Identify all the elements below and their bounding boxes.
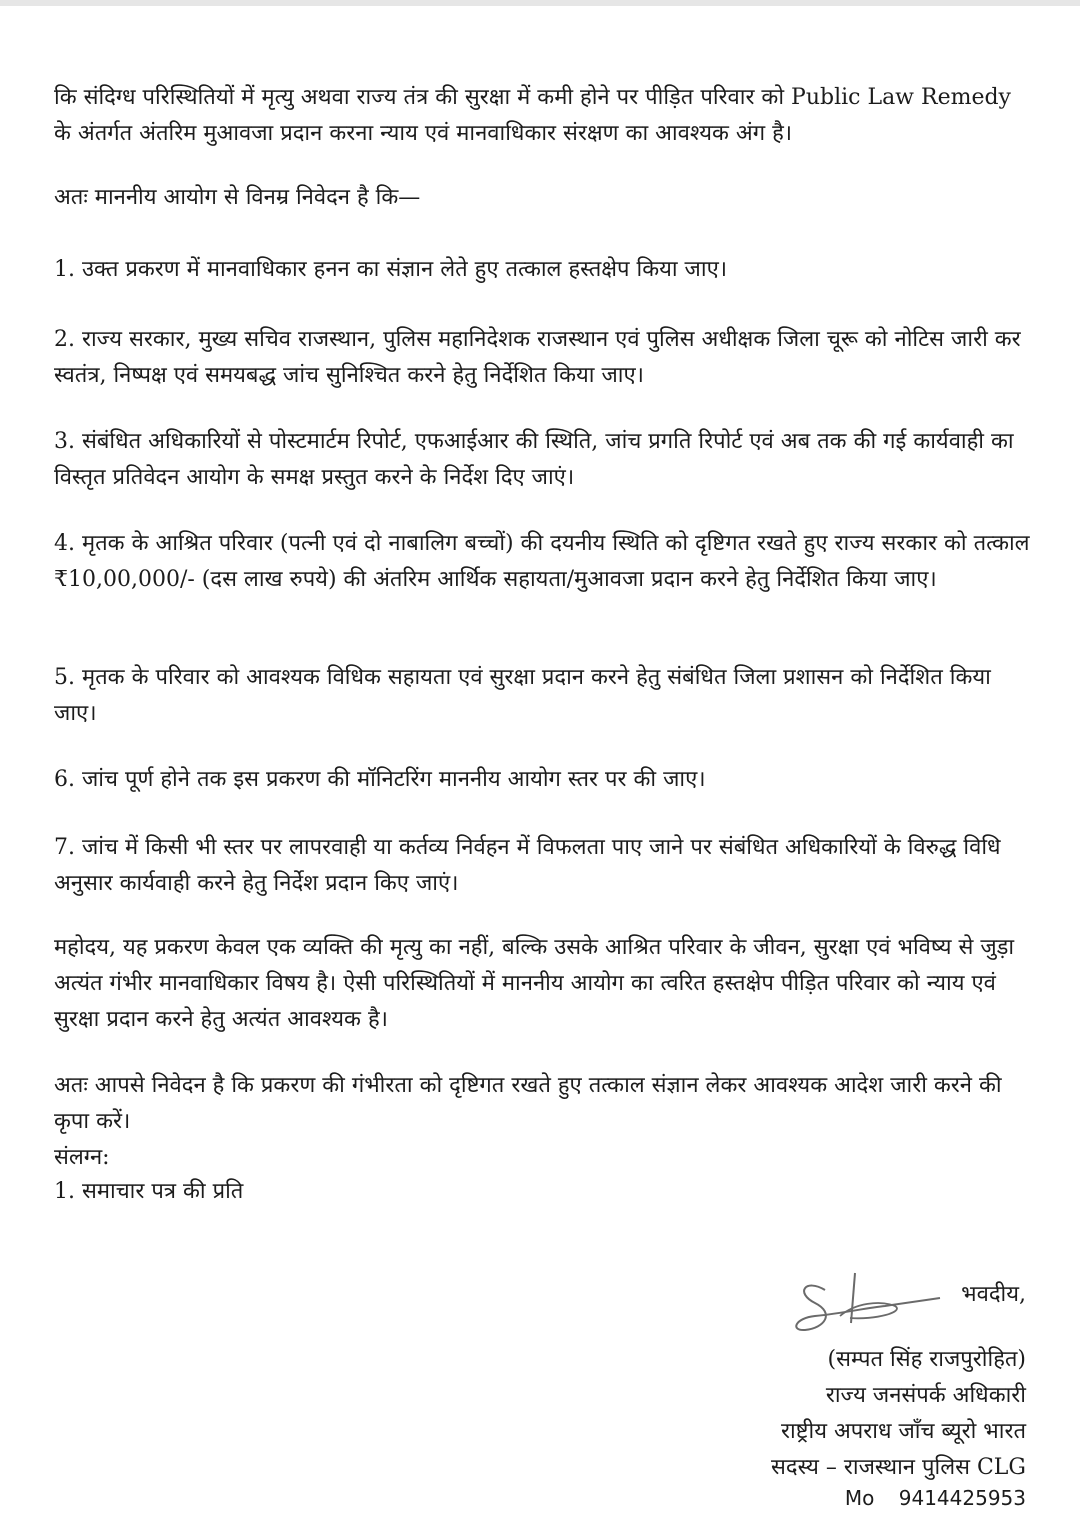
request-item-3: 3. संबंधित अधिकारियों से पोस्टमार्टम रिपोर्ट, एफआईआर की स्थिति, जांच प्रगति रिपोर्ट एवं अब तक की गई कार्यवाही का विस्तृत प्रतिवेदन आयोग के समक्ष प्रस्तुत करने के निर्देश दिए जाएं। <box>54 429 1014 490</box>
signatory-name: (सम्पत सिंह राजपुरोहित) <box>827 1347 1026 1372</box>
mobile-number: 9414425953 <box>898 1486 1026 1510</box>
request-intro: अतः माननीय आयोग से विनम्र निवेदन है कि— <box>54 185 421 210</box>
signatory-block <box>771 1342 1026 1486</box>
signatory-organization: राष्ट्रीय अपराध जाँच ब्यूरो भारत <box>780 1419 1026 1444</box>
signatory-designation: राज्य जनसंपर्क अधिकारी <box>825 1383 1026 1408</box>
request-item-4: 4. मृतक के आश्रित परिवार (पत्नी एवं दो नाबालिग बच्चों) की दयनीय स्थिति को दृष्टिगत रखते हुए राज्य सरकार को तत्काल ₹10,00,000/- (दस लाख रुपये) की अंतरिम आर्थिक सहायता/मुआवजा प्रदान करने हेतु निर्देशित किया जाए। <box>54 531 1030 592</box>
closing-paragraph: महोदय, यह प्रकरण केवल एक व्यक्ति की मृत्यु का नहीं, बल्कि उसके आश्रित परिवार के जीवन, सुरक्षा एवं भविष्य से जुड़ा अत्यंत गंभीर मानवाधिकार विषय है। ऐसी परिस्थितियों में माननीय आयोग का त्वरित हस्तक्षेप पीड़ित परिवार को न्याय एवं सुरक्षा प्रदान करने हेतु अत्यंत आवश्यक है। <box>54 935 1015 1032</box>
mobile-contact <box>845 1486 1026 1510</box>
request-item-2: 2. राज्य सरकार, मुख्य सचिव राजस्थान, पुलिस महानिदेशक राजस्थान एवं पुलिस अधीक्षक जिला चूरू को नोटिस जारी कर स्वतंत्र, निष्पक्ष एवं समयबद्ध जांच सुनिश्चित करने हेतु निर्देशित किया जाए। <box>54 327 1021 388</box>
request-item-7: 7. जांच में किसी भी स्तर पर लापरवाही या कर्तव्य निर्वहन में विफलता पाए जाने पर संबंधित अधिकारियों के विरुद्ध विधि अनुसार कार्यवाही करने हेतु निर्देश प्रदान किए जाएं। <box>54 835 1001 896</box>
request-item-6: 6. जांच पूर्ण होने तक इस प्रकरण की मॉनिटरिंग माननीय आयोग स्तर पर की जाए। <box>54 767 706 792</box>
enclosure-label: संलग्न: <box>54 1145 110 1170</box>
request-item-5: 5. मृतक के परिवार को आवश्यक विधिक सहायता एवं सुरक्षा प्रदान करने हेतु संबंधित जिला प्रशासन को निर्देशित किया जाए। <box>54 665 991 726</box>
mobile-label: Mo <box>844 1486 875 1510</box>
top-divider <box>0 0 1080 6</box>
request-item-1: 1. उक्त प्रकरण में मानवाधिकार हनन का संज्ञान लेते हुए तत्काल हस्तक्षेप किया जाए। <box>54 257 728 282</box>
salutation: भवदीय, <box>961 1282 1026 1307</box>
handwritten-signature <box>785 1268 945 1338</box>
signatory-membership: सदस्य – राजस्थान पुलिस CLG <box>771 1455 1026 1480</box>
enclosure-item: 1. समाचार पत्र की प्रति <box>54 1179 244 1204</box>
intro-paragraph: कि संदिग्ध परिस्थितियों में मृत्यु अथवा राज्य तंत्र की सुरक्षा में कमी होने पर पीड़ित परिवार को Public Law Remedy के अंतर्गत अंतरिम मुआवजा प्रदान करना न्याय एवं मानवाधिकार संरक्षण का आवश्यक अंग है। <box>54 85 1011 146</box>
final-request: अतः आपसे निवेदन है कि प्रकरण की गंभीरता को दृष्टिगत रखते हुए तत्काल संज्ञान लेकर आवश्यक आदेश जारी करने की कृपा करें। <box>54 1073 1002 1134</box>
